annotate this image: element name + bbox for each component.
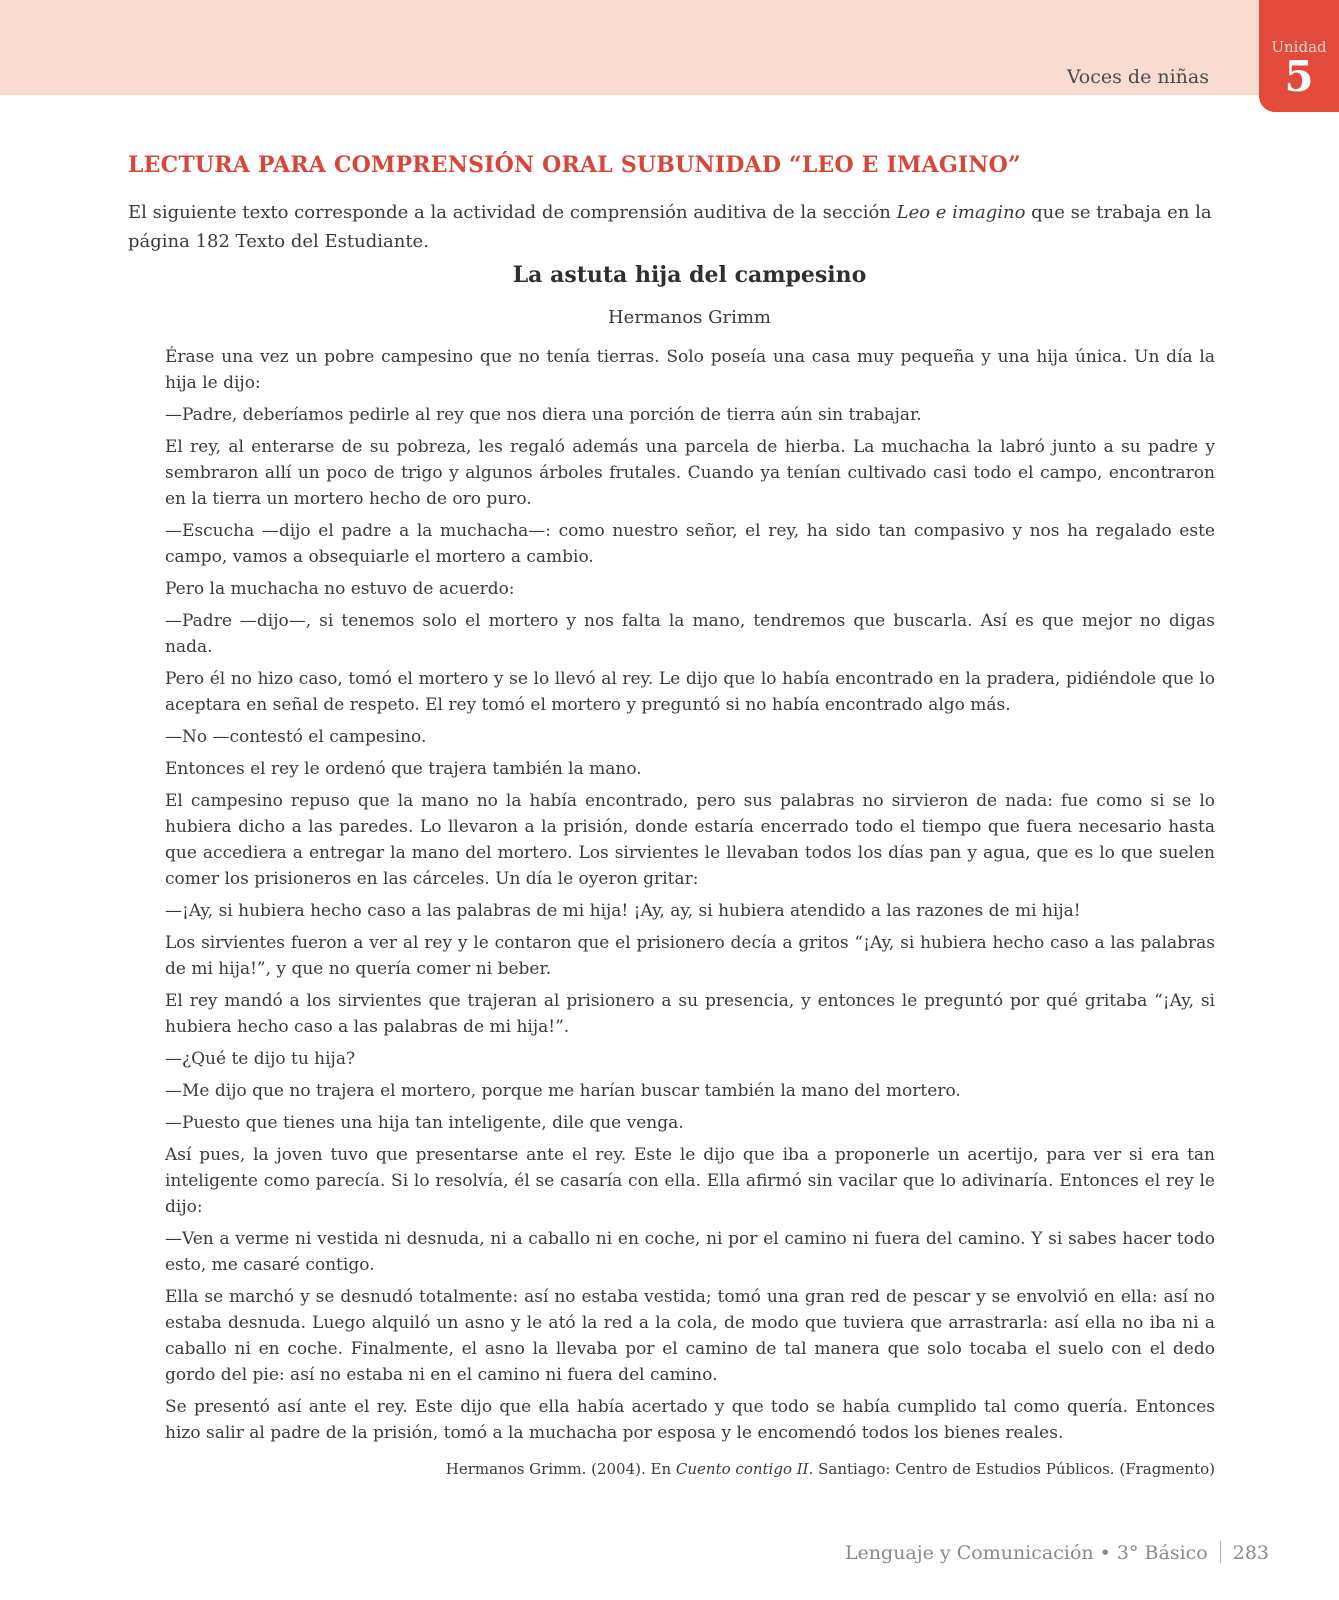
story-paragraph: Entonces el rey le ordenó que trajera también la mano. [165,759,642,779]
page-number: 283 [1232,1542,1269,1564]
story-paragraph: El rey, al enterarse de su pobreza, les regaló además una parcela de hierba. La muchacha la labró junto a su padre y sembraron allí un poco de trigo y algunos árboles frutales. Cuando ya tenían cultivado casi todo el campo, encontraron en la tierra un mortero hecho de oro puro. [165,437,1215,509]
story-paragraph: —Me dijo que no trajera el mortero, porque me harían buscar también la mano del mortero. [165,1081,961,1101]
story-paragraph: —Ven a verme ni vestida ni desnuda, ni a caballo ni en coche, ni por el camino ni fuera del camino. Y si sabes hacer todo esto, me casaré contigo. [165,1229,1215,1275]
citation-book-title: Cuento contigo II [675,1460,809,1478]
source-citation [446,1460,1215,1478]
unit-title: Voces de niñas [1066,66,1209,88]
story-title: La astuta hija del campesino [512,262,867,288]
story-paragraph: El rey mandó a los sirvientes que trajeran al prisionero a su presencia, y entonces le preguntó por qué gritaba “¡Ay, si hubiera hecho caso a las palabras de mi hija!”. [165,991,1215,1037]
citation-text-end: . Santiago: Centro de Estudios Públicos. (Fragmento) [808,1460,1215,1478]
story-paragraph: Los sirvientes fueron a ver al rey y le contaron que el prisionero decía a gritos “¡Ay, si hubiera hecho caso a las palabras de mi hija!”, y que no quería comer ni beber. [165,933,1215,979]
story-paragraph: —¿Qué te dijo tu hija? [165,1049,356,1069]
footer-subject: Lenguaje y Comunicación • 3° Básico [844,1542,1208,1564]
footer-divider [1220,1541,1221,1563]
story-paragraph: El campesino repuso que la mano no la había encontrado, pero sus palabras no sirvieron de nada: fue como si se lo hubiera dicho a las paredes. Lo llevaron a la prisión, donde estaría encerrado todo el tiempo que fuera necesario hasta que accediera a entregar la mano del mortero. Los sirvientes le llevaban todos los días pan y agua, que es lo que suelen comer los prisioneros en las cárceles. Un día le oyeron gritar: [165,791,1215,889]
story-paragraph: Pero él no hizo caso, tomó el mortero y se lo llevó al rey. Le dijo que lo había encontrado en la pradera, pidiéndole que lo aceptara en señal de respeto. El rey tomó el mortero y preguntó si no había encontrado algo más. [165,669,1215,715]
story-paragraph: —No —contestó el campesino. [165,727,427,747]
unit-label: Unidad [1271,38,1327,56]
citation-text: Hermanos Grimm. (2004). En [445,1460,676,1478]
story-paragraph: Pero la muchacha no estuvo de acuerdo: [165,579,515,599]
intro-text: El siguiente texto corresponde a la actividad de comprensión auditiva de la sección [128,202,897,223]
story-paragraph: Érase una vez un pobre campesino que no tenía tierras. Solo poseía una casa muy pequeña y una hija única. Un día la hija le dijo: [165,347,1215,393]
story-paragraph: —Padre —dijo—, si tenemos solo el mortero y nos falta la mano, tendremos que buscarla. Así es que mejor no digas nada. [165,611,1215,657]
story-paragraph: —¡Ay, si hubiera hecho caso a las palabras de mi hija! ¡Ay, ay, si hubiera atendido a las razones de mi hija! [165,901,1081,921]
story-paragraph: Así pues, la joven tuvo que presentarse ante el rey. Este le dijo que iba a proponerle un acertijo, para ver si era tan inteligente como parecía. Si lo resolvía, él se casaría con ella. Ella afirmó sin vacilar que lo adivinaría. Entonces el rey le dijo: [165,1145,1215,1217]
story-paragraph: Se presentó así ante el rey. Este dijo que ella había acertado y que todo se había cumplido tal como quería. Entonces hizo salir al padre de la prisión, tomó a la muchacha por esposa y le encomendó todos los bienes reales. [165,1397,1215,1443]
intro-paragraph [128,198,1258,256]
unit-tab [1259,0,1339,112]
story-paragraph: Ella se marchó y se desnudó totalmente: así no estaba vestida; tomó una gran red de pescar y se envolvió en ella: así no estaba desnuda. Luego alquiló un asno y le ató la red a la cola, de modo que tuviera que arrastrarla: así ella no iba ni a caballo ni en coche. Finalmente, el asno la llevaba por el camino de tal manera que solo tocaba el suelo con el dedo gordo del pie: así no estaba ni en el camino ni fuera del camino. [165,1287,1215,1385]
story-paragraph: —Escucha —dijo el padre a la muchacha—: como nuestro señor, el rey, ha sido tan compasivo y nos ha regalado este campo, vamos a obsequiarle el mortero a cambio. [165,521,1215,567]
intro-emphasis: Leo e imagino [896,202,1026,223]
section-title: LECTURA PARA COMPRENSIÓN ORAL SUBUNIDAD “LEO E IMAGINO” [128,152,1021,178]
story-author: Hermanos Grimm [607,307,772,328]
story-paragraph: —Puesto que tienes una hija tan inteligente, dile que venga. [165,1113,684,1133]
intro-text-end: que se trabaja en la página 182 Texto del Estudiante. [128,202,1212,252]
story-paragraph: —Padre, deberíamos pedirle al rey que nos diera una porción de tierra aún sin trabajar. [165,405,922,425]
page-footer [845,1541,1269,1564]
unit-number: 5 [1284,52,1314,101]
story-body [165,344,1215,1452]
